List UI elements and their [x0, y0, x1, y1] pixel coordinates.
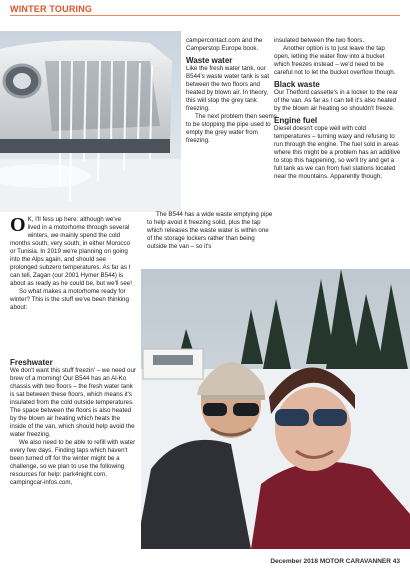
- waste-water-paragraph-1: Like the fresh water tank, our B544's waste water tank is sat between the two floors and heated by blown air. In theory, this will stop the grey tank freezing.: [186, 65, 270, 112]
- freshwater-section: [10, 355, 136, 487]
- header-rule: [10, 15, 400, 16]
- waste-water-paragraph-2: The next problem then seems to be stopping the pipe used to empty the grey water from freezing.: [186, 113, 277, 144]
- section-label: WINTER TOURING: [10, 4, 93, 14]
- motorhome-icicles-photo: [0, 31, 181, 212]
- couple-snow-selfie-photo: [141, 269, 410, 549]
- intro-paragraph-2: So what makes a motorhome ready for winter? This is the stuff we've been thinking about:: [10, 288, 129, 311]
- waste-water-heading: Waste water: [186, 56, 233, 65]
- drop-cap: O: [10, 214, 26, 236]
- intro-paragraph: K, I'll fess up here: although we've lived in a motorhome through several winters, we mainly spend the cold months south, very south, in either Morocco or Tunisia. In 2019 we're planning on going into the Alps again, and should see prolonged subzero temperatures. As far as I can tell, Zagan (our 2001 Hymer B544) is about as ready as he could be, but we'll see!: [10, 216, 132, 287]
- waste-water-paragraph-3: The B544 has a wide waste emptying pipe to help avoid it freezing solid, plus the tap which releases the waste water is within one of the storage lockers rather than being outside the van – so it's: [147, 211, 273, 250]
- tap-option-paragraph: Another option is to just leave the tap open, letting the water flow into a bucket which freezes instead – we'd need to be careful not to let the bucket overflow though.: [274, 45, 396, 76]
- waste-water-continued: [147, 211, 275, 251]
- black-waste-paragraph: Our Thetford cassette's in a locker to the rear of the van. As far as I can tell it's also heated by the blown air heating so shouldn't freeze.: [274, 89, 398, 112]
- freshwater-paragraph-1: We don't want this stuff freezin' – we need our brew of a morning! Our B544 has an Al-Ko chassis with two floors – the fresh water tank is sat between these floors, which means it's insulated from the cold outside temperatures. The space between the floors is also heated by the blown air heating which heats the inside of the van, which should help avoid the water freezing.: [10, 367, 136, 438]
- intro-column: [10, 216, 135, 312]
- engine-fuel-paragraph: Diesel doesn't cope well with cold temperatures – turning waxy and refusing to run through the engine. The fuel sold in areas where this might be a problem has an additive to stop this happening, so we'll try and get a full tank as we can from fuel stations located near the mountains. Apparently though,: [274, 125, 401, 180]
- page-footer: December 2018 MOTOR CARAVANNER 43: [270, 558, 400, 565]
- engine-fuel-heading: Engine fuel: [274, 116, 318, 125]
- insulation-continued: insulated between the two floors.: [274, 37, 365, 44]
- waste-water-column: [186, 37, 278, 145]
- resources-continued: campercontact.com and the Camperstop Europe book.: [186, 37, 263, 52]
- black-waste-heading: Black waste: [274, 80, 320, 89]
- freshwater-paragraph-2: We also need to be able to refill with water every few days. Finding taps which haven't been turned off for the winter might be a challenge, so we plan to use the following resources for help: park4night.com, campingcar-infos.com,: [10, 439, 136, 486]
- freshwater-heading: Freshwater: [10, 358, 53, 367]
- page-header: [0, 0, 410, 18]
- right-column: [274, 37, 401, 181]
